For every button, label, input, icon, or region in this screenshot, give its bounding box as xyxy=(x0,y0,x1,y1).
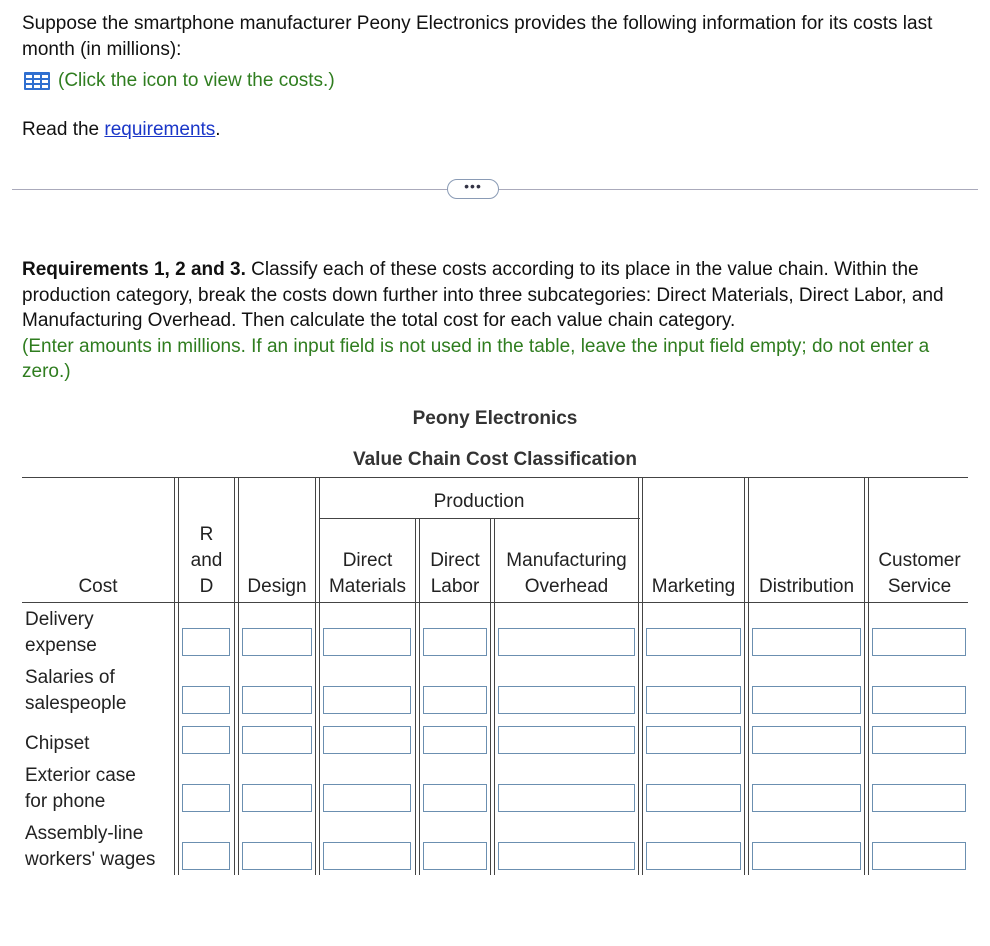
view-costs-label[interactable]: (Click the icon to view the costs.) xyxy=(58,70,335,91)
input-delivery-expense-rd[interactable] xyxy=(182,628,230,656)
requirements-text xyxy=(22,257,977,385)
col-sep xyxy=(319,477,320,875)
input-assembly-line-wages-direct-materials[interactable] xyxy=(323,842,411,870)
col-sep xyxy=(490,518,491,875)
intro-text: Suppose the smartphone manufacturer Peony Electronics provides the following information for its costs last month (in millions): xyxy=(22,13,933,60)
col-sep xyxy=(415,518,416,875)
input-chipset-customer-service[interactable] xyxy=(872,726,966,754)
input-exterior-case-direct-materials[interactable] xyxy=(323,784,411,812)
input-exterior-case-rd[interactable] xyxy=(182,784,230,812)
input-assembly-line-wages-distribution[interactable] xyxy=(752,842,861,870)
col-moh-line2: Overhead xyxy=(524,576,609,597)
input-assembly-line-wages-manufacturing-overhead[interactable] xyxy=(498,842,635,870)
input-chipset-rd[interactable] xyxy=(182,726,230,754)
col-rd-line1: R xyxy=(199,524,214,545)
col-sep xyxy=(234,477,235,875)
table-title: Value Chain Cost Classification xyxy=(352,449,638,470)
read-prefix: Read the xyxy=(22,119,105,140)
col-rd-line3: D xyxy=(199,576,214,597)
row-label-salaries-of-salespeople: Salaries of salespeople xyxy=(25,667,127,714)
input-salaries-of-salespeople-rd[interactable] xyxy=(182,686,230,714)
col-sep xyxy=(638,477,639,875)
table-top-rule xyxy=(22,477,968,478)
input-delivery-expense-design[interactable] xyxy=(242,628,312,656)
col-sep xyxy=(174,477,175,875)
view-costs-link[interactable] xyxy=(22,70,335,92)
input-chipset-manufacturing-overhead[interactable] xyxy=(498,726,635,754)
input-exterior-case-marketing[interactable] xyxy=(646,784,741,812)
input-delivery-expense-manufacturing-overhead[interactable] xyxy=(498,628,635,656)
input-salaries-of-salespeople-design[interactable] xyxy=(242,686,312,714)
requirement-heading: Requirements 1, 2 and 3. xyxy=(22,259,246,280)
row-label-exterior-case: Exterior case for phone xyxy=(25,765,136,812)
col-cs-line1: Customer xyxy=(878,550,961,571)
input-chipset-marketing[interactable] xyxy=(646,726,741,754)
col-dl-line2: Labor xyxy=(430,576,480,597)
cost-header: Cost xyxy=(78,576,118,597)
col-distribution: Distribution xyxy=(758,576,855,597)
col-design: Design xyxy=(247,576,307,597)
expand-more-button[interactable]: ••• xyxy=(447,179,499,199)
row-label-chipset: Chipset xyxy=(25,733,90,754)
input-salaries-of-salespeople-distribution[interactable] xyxy=(752,686,861,714)
input-exterior-case-design[interactable] xyxy=(242,784,312,812)
input-assembly-line-wages-design[interactable] xyxy=(242,842,312,870)
col-rd-line2: and xyxy=(190,550,223,571)
col-cs-line2: Service xyxy=(887,576,952,597)
col-sep xyxy=(315,477,316,875)
input-delivery-expense-marketing[interactable] xyxy=(646,628,741,656)
company-name: Peony Electronics xyxy=(412,408,578,429)
input-salaries-of-salespeople-direct-materials[interactable] xyxy=(323,686,411,714)
input-delivery-expense-direct-materials[interactable] xyxy=(323,628,411,656)
header-bottom-rule xyxy=(22,602,968,603)
col-sep xyxy=(744,477,745,875)
input-salaries-of-salespeople-direct-labor[interactable] xyxy=(423,686,487,714)
col-marketing: Marketing xyxy=(651,576,736,597)
col-dm-line1: Direct xyxy=(342,550,393,571)
input-chipset-direct-labor[interactable] xyxy=(423,726,487,754)
production-header: Production xyxy=(433,491,525,512)
read-requirements-line xyxy=(22,119,221,141)
col-dm-line2: Materials xyxy=(328,576,407,597)
input-exterior-case-customer-service[interactable] xyxy=(872,784,966,812)
col-sep xyxy=(238,477,239,875)
col-moh-line1: Manufacturing xyxy=(506,550,627,571)
col-dl-line1: Direct xyxy=(430,550,480,571)
col-sep xyxy=(868,477,869,875)
row-label-assembly-wages: Assembly-line workers' wages xyxy=(25,823,156,870)
read-suffix: . xyxy=(215,119,221,140)
row-label-delivery-expense: Delivery expense xyxy=(25,609,97,656)
input-exterior-case-manufacturing-overhead[interactable] xyxy=(498,784,635,812)
input-exterior-case-direct-labor[interactable] xyxy=(423,784,487,812)
table-grid-icon[interactable] xyxy=(22,70,52,92)
input-assembly-line-wages-rd[interactable] xyxy=(182,842,230,870)
input-salaries-of-salespeople-marketing[interactable] xyxy=(646,686,741,714)
input-delivery-expense-direct-labor[interactable] xyxy=(423,628,487,656)
col-sep xyxy=(864,477,865,875)
input-salaries-of-salespeople-manufacturing-overhead[interactable] xyxy=(498,686,635,714)
input-assembly-line-wages-marketing[interactable] xyxy=(646,842,741,870)
input-chipset-direct-materials[interactable] xyxy=(323,726,411,754)
input-delivery-expense-distribution[interactable] xyxy=(752,628,861,656)
input-assembly-line-wages-customer-service[interactable] xyxy=(872,842,966,870)
input-delivery-expense-customer-service[interactable] xyxy=(872,628,966,656)
input-exterior-case-distribution[interactable] xyxy=(752,784,861,812)
col-sep xyxy=(642,477,643,875)
requirements-link[interactable]: requirements xyxy=(104,119,216,140)
production-rule xyxy=(320,518,640,519)
input-assembly-line-wages-direct-labor[interactable] xyxy=(423,842,487,870)
input-chipset-distribution[interactable] xyxy=(752,726,861,754)
requirement-note: (Enter amounts in millions. If an input field is not used in the table, leave the input field empty; do not enter a zero.) xyxy=(22,335,930,382)
input-salaries-of-salespeople-customer-service[interactable] xyxy=(872,686,966,714)
requirement-body: Classify each of these costs according to its place in the value chain. Within the production category, break the costs down further into three subcategories: Direct Materials, Direct Labor, and Manufacturing Overhead. Then calculate the total cost for each value chain category. xyxy=(22,259,944,331)
input-chipset-design[interactable] xyxy=(242,726,312,754)
col-sep xyxy=(748,477,749,875)
